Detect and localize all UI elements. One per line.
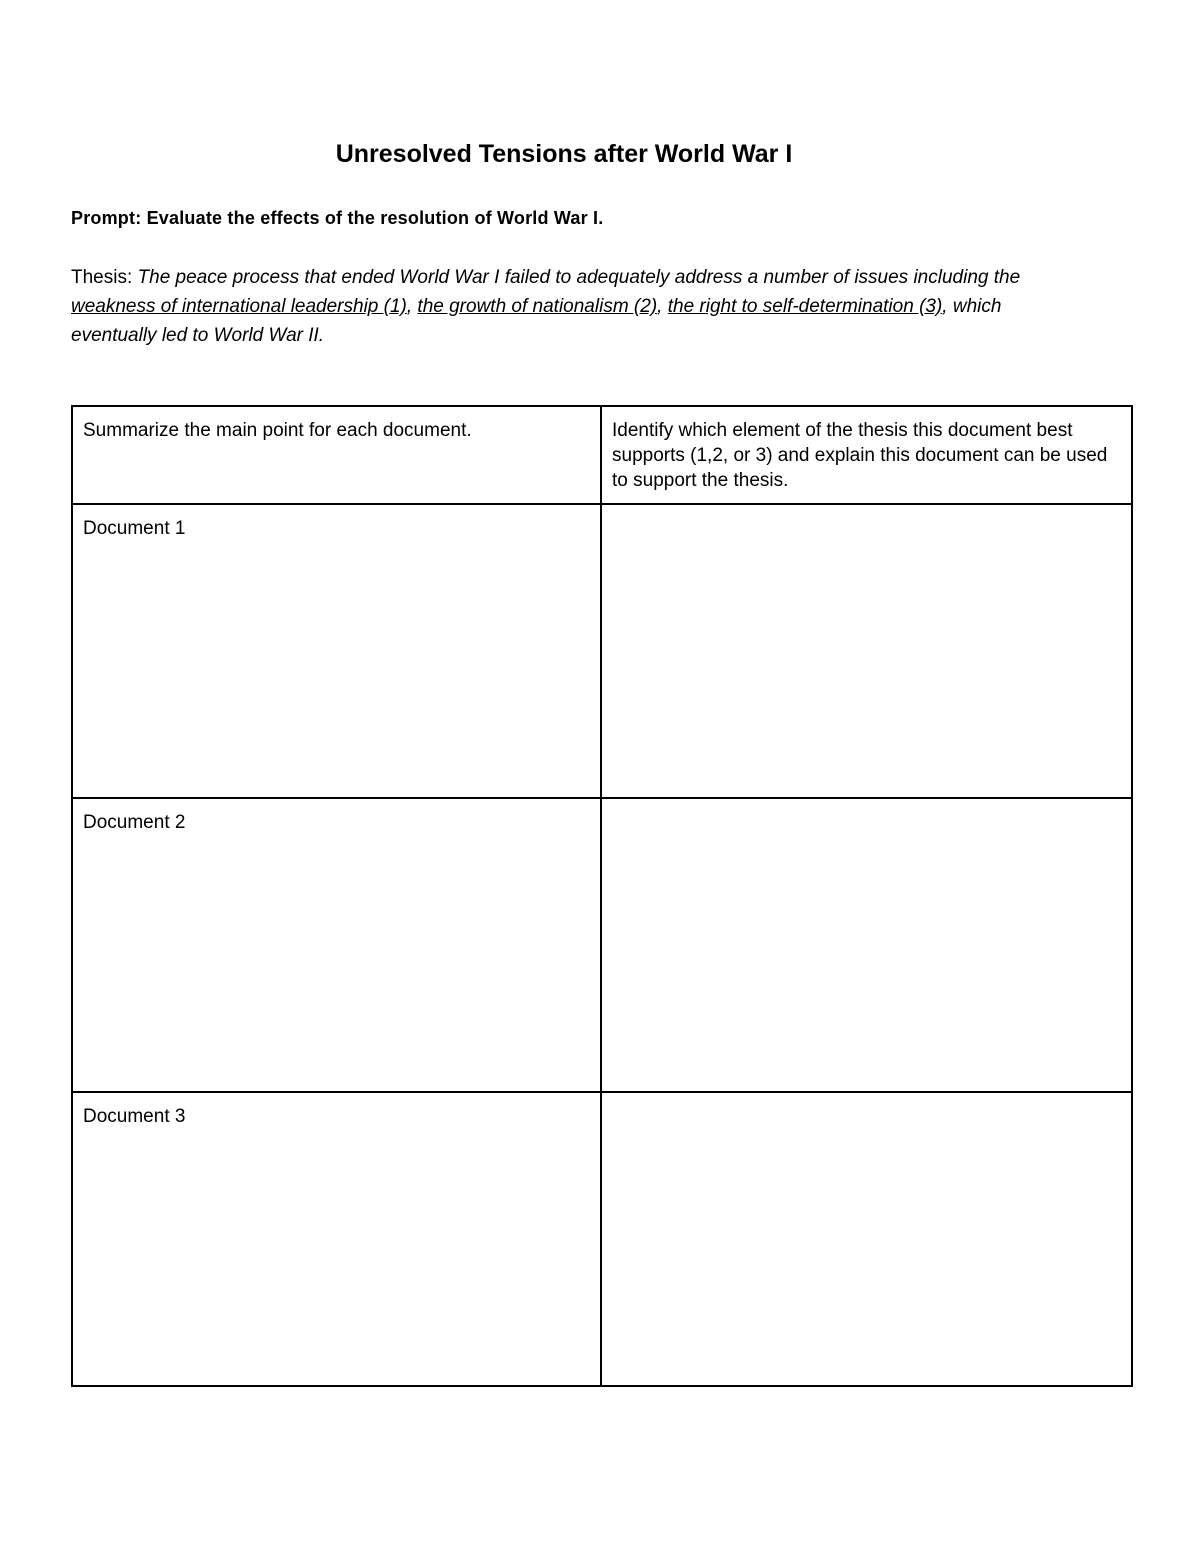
table-header-row (72, 406, 1132, 504)
prompt-text: Prompt: Evaluate the effects of the resolution of World War I. (71, 208, 604, 228)
thesis-separator-2: , (657, 296, 668, 317)
page-title: Unresolved Tensions after World War I (335, 140, 793, 168)
table-row (72, 1092, 1132, 1386)
table-row (72, 504, 1132, 798)
thesis-element-3: the right to self-determination (3) (667, 296, 943, 317)
document-1-response-cell[interactable] (601, 504, 1132, 798)
header-summarize-cell: Summarize the main point for each document. (72, 406, 601, 504)
document-3-summary-cell[interactable]: Document 3 (72, 1092, 601, 1386)
thesis-element-2: the growth of nationalism (2) (417, 296, 658, 317)
thesis-lead: The peace process that ended World War I failed to adequately address a number of issues including the (137, 267, 1021, 288)
document-2-response-cell[interactable] (601, 798, 1132, 1092)
thesis-paragraph (71, 263, 1071, 350)
thesis-tail: , which eventually led to World War II. (71, 296, 1002, 346)
document-1-summary-cell[interactable]: Document 1 (72, 504, 601, 798)
header-identify-cell: Identify which element of the thesis this document best supports (1,2, or 3) and explain this document can be used to support the thesis. (601, 406, 1132, 504)
analysis-table (71, 405, 1133, 1387)
table-row (72, 798, 1132, 1092)
document-3-response-cell[interactable] (601, 1092, 1132, 1386)
thesis-separator-1: , (406, 296, 418, 317)
thesis-element-1: weakness of international leadership (1) (71, 296, 407, 317)
analysis-table-wrapper (71, 405, 1131, 1387)
document-2-summary-cell[interactable]: Document 2 (72, 798, 601, 1092)
thesis-label: Thesis: (71, 267, 138, 288)
